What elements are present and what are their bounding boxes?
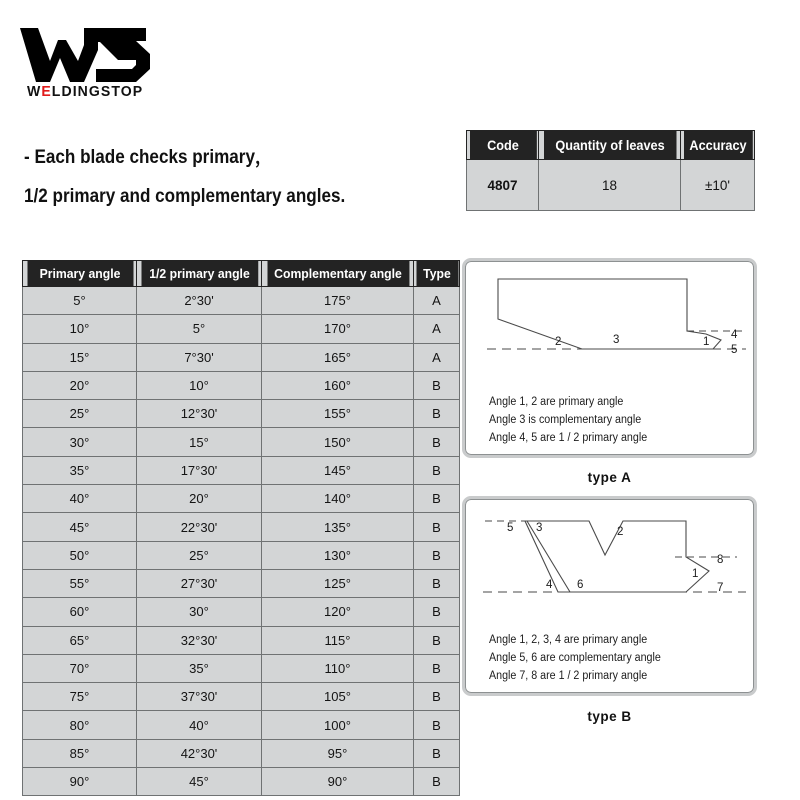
- diagram-a-caption-3: Angle 4, 5 are 1 / 2 primary angle: [489, 432, 648, 444]
- cell-type: B: [414, 485, 460, 513]
- table-row: [23, 485, 460, 513]
- cell-half-primary-angle: 20°: [137, 485, 262, 513]
- cell-primary-angle: 40°: [23, 485, 137, 513]
- cell-half-primary-angle: 7°30': [137, 343, 262, 371]
- diagram-b-marker-1: 1: [692, 568, 699, 580]
- cell-complementary-angle: 95°: [262, 739, 414, 767]
- cell-half-primary-angle: 15°: [137, 428, 262, 456]
- code-table-container: [466, 130, 755, 211]
- diagram-a-marker-2: 2: [555, 336, 562, 348]
- cell-type: B: [414, 739, 460, 767]
- angle-header-complementary: Complementary angle: [266, 261, 409, 287]
- code-table-header-row: [467, 131, 755, 160]
- cell-half-primary-angle: 5°: [137, 315, 262, 343]
- intro-text: [24, 148, 444, 226]
- table-row: [23, 315, 460, 343]
- cell-primary-angle: 60°: [23, 598, 137, 626]
- diagram-a-marker-5: 5: [731, 344, 738, 356]
- intro-line-2: 1/2 primary and complementary angles.: [24, 186, 346, 207]
- code-header-accuracy: Accuracy: [683, 131, 753, 160]
- table-row: [467, 160, 755, 211]
- ws-monogram-icon: [14, 24, 156, 84]
- cell-primary-angle: 20°: [23, 371, 137, 399]
- cell-primary-angle: 55°: [23, 569, 137, 597]
- angle-header-type: Type: [415, 261, 458, 287]
- cell-complementary-angle: 135°: [262, 513, 414, 541]
- angle-table: [22, 260, 460, 796]
- cell-primary-angle: 10°: [23, 315, 137, 343]
- angle-table-body: [23, 287, 460, 796]
- diagram-b-inner: [465, 499, 754, 693]
- cell-complementary-angle: 120°: [262, 598, 414, 626]
- cell-primary-angle: 35°: [23, 456, 137, 484]
- table-row: [23, 768, 460, 796]
- table-row: [23, 598, 460, 626]
- table-row: [23, 626, 460, 654]
- diagram-a-marker-4: 4: [731, 329, 738, 341]
- diagram-panel-type-b: [462, 496, 757, 696]
- cell-type: B: [414, 400, 460, 428]
- table-row: [23, 371, 460, 399]
- table-row: [23, 683, 460, 711]
- cell-primary-angle: 15°: [23, 343, 137, 371]
- quantity-value: 18: [539, 160, 681, 211]
- cell-type: B: [414, 569, 460, 597]
- angle-table-container: [22, 260, 460, 796]
- cell-half-primary-angle: 42°30': [137, 739, 262, 767]
- cell-type: B: [414, 513, 460, 541]
- cell-half-primary-angle: 25°: [137, 541, 262, 569]
- diagram-b-marker-4: 4: [546, 579, 553, 591]
- diagram-b-caption-3: Angle 7, 8 are 1 / 2 primary angle: [489, 670, 648, 682]
- cell-primary-angle: 85°: [23, 739, 137, 767]
- cell-primary-angle: 45°: [23, 513, 137, 541]
- diagram-a-caption-1: Angle 1, 2 are primary angle: [489, 396, 624, 408]
- cell-complementary-angle: 130°: [262, 541, 414, 569]
- cell-type: B: [414, 371, 460, 399]
- table-row: [23, 541, 460, 569]
- diagram-b-marker-3: 3: [536, 522, 543, 534]
- diagram-a-inner: [465, 261, 754, 455]
- cell-half-primary-angle: 35°: [137, 654, 262, 682]
- cell-complementary-angle: 160°: [262, 371, 414, 399]
- diagram-b-caption-2: Angle 5, 6 are complementary angle: [489, 652, 661, 664]
- brand-wordmark: [27, 84, 143, 100]
- angle-header-half-primary: 1/2 primary angle: [140, 261, 258, 287]
- diagram-b-drawing: [465, 499, 754, 624]
- table-row: [23, 343, 460, 371]
- cell-primary-angle: 5°: [23, 287, 137, 315]
- diagram-b-marker-6: 6: [577, 579, 584, 591]
- accuracy-value: ±10': [681, 160, 755, 211]
- cell-half-primary-angle: 17°30': [137, 456, 262, 484]
- diagram-b-marker-8: 8: [717, 554, 724, 566]
- cell-half-primary-angle: 27°30': [137, 569, 262, 597]
- cell-type: B: [414, 711, 460, 739]
- wordmark-suffix: LDINGSTOP: [51, 84, 144, 100]
- angle-header-primary: Primary angle: [26, 261, 133, 287]
- cell-complementary-angle: 145°: [262, 456, 414, 484]
- table-row: [23, 569, 460, 597]
- table-row: [23, 654, 460, 682]
- cell-half-primary-angle: 2°30': [137, 287, 262, 315]
- cell-half-primary-angle: 40°: [137, 711, 262, 739]
- diagram-b-marker-2: 2: [617, 526, 624, 538]
- cell-complementary-angle: 125°: [262, 569, 414, 597]
- intro-line-1: - Each blade checks primary，: [24, 147, 273, 168]
- cell-type: A: [414, 343, 460, 371]
- cell-primary-angle: 25°: [23, 400, 137, 428]
- diagram-a-marker-1: 1: [703, 336, 710, 348]
- cell-complementary-angle: 105°: [262, 683, 414, 711]
- cell-primary-angle: 70°: [23, 654, 137, 682]
- diagram-a-drawing: [465, 261, 754, 386]
- cell-type: B: [414, 541, 460, 569]
- cell-primary-angle: 80°: [23, 711, 137, 739]
- cell-complementary-angle: 155°: [262, 400, 414, 428]
- table-row: [23, 400, 460, 428]
- cell-complementary-angle: 140°: [262, 485, 414, 513]
- cell-primary-angle: 30°: [23, 428, 137, 456]
- cell-half-primary-angle: 10°: [137, 371, 262, 399]
- wordmark-prefix: W: [27, 84, 42, 100]
- cell-half-primary-angle: 30°: [137, 598, 262, 626]
- cell-complementary-angle: 170°: [262, 315, 414, 343]
- cell-complementary-angle: 100°: [262, 711, 414, 739]
- wordmark-highlight: E: [41, 84, 52, 100]
- cell-complementary-angle: 115°: [262, 626, 414, 654]
- diagram-b-marker-5: 5: [507, 522, 514, 534]
- cell-complementary-angle: 110°: [262, 654, 414, 682]
- cell-complementary-angle: 165°: [262, 343, 414, 371]
- table-row: [23, 428, 460, 456]
- cell-primary-angle: 50°: [23, 541, 137, 569]
- cell-type: B: [414, 626, 460, 654]
- cell-complementary-angle: 150°: [262, 428, 414, 456]
- table-row: [23, 739, 460, 767]
- brand-logo: [14, 24, 174, 110]
- table-row: [23, 456, 460, 484]
- cell-primary-angle: 75°: [23, 683, 137, 711]
- cell-half-primary-angle: 22°30': [137, 513, 262, 541]
- code-table: [466, 130, 755, 211]
- diagram-a-caption-2: Angle 3 is complementary angle: [489, 414, 642, 426]
- diagram-b-caption-1: Angle 1, 2, 3, 4 are primary angle: [489, 634, 648, 646]
- cell-type: B: [414, 428, 460, 456]
- cell-type: B: [414, 456, 460, 484]
- cell-half-primary-angle: 45°: [137, 768, 262, 796]
- type-b-label: type B: [587, 709, 632, 724]
- diagram-panel-type-a: [462, 258, 757, 458]
- table-row: [23, 287, 460, 315]
- diagram-b-marker-7: 7: [717, 582, 724, 594]
- table-row: [23, 513, 460, 541]
- cell-half-primary-angle: 12°30': [137, 400, 262, 428]
- cell-type: A: [414, 287, 460, 315]
- cell-half-primary-angle: 32°30': [137, 626, 262, 654]
- cell-complementary-angle: 90°: [262, 768, 414, 796]
- angle-table-header-row: [23, 261, 460, 287]
- cell-type: B: [414, 654, 460, 682]
- code-header-quantity: Quantity of leaves: [543, 131, 676, 160]
- cell-complementary-angle: 175°: [262, 287, 414, 315]
- cell-primary-angle: 90°: [23, 768, 137, 796]
- code-value: 4807: [467, 160, 539, 211]
- table-row: [23, 711, 460, 739]
- diagram-a-marker-3: 3: [613, 334, 620, 346]
- cell-type: B: [414, 598, 460, 626]
- cell-type: B: [414, 768, 460, 796]
- cell-type: A: [414, 315, 460, 343]
- cell-primary-angle: 65°: [23, 626, 137, 654]
- type-a-label: type A: [587, 470, 632, 485]
- cell-type: B: [414, 683, 460, 711]
- cell-half-primary-angle: 37°30': [137, 683, 262, 711]
- code-header-code: Code: [469, 131, 537, 160]
